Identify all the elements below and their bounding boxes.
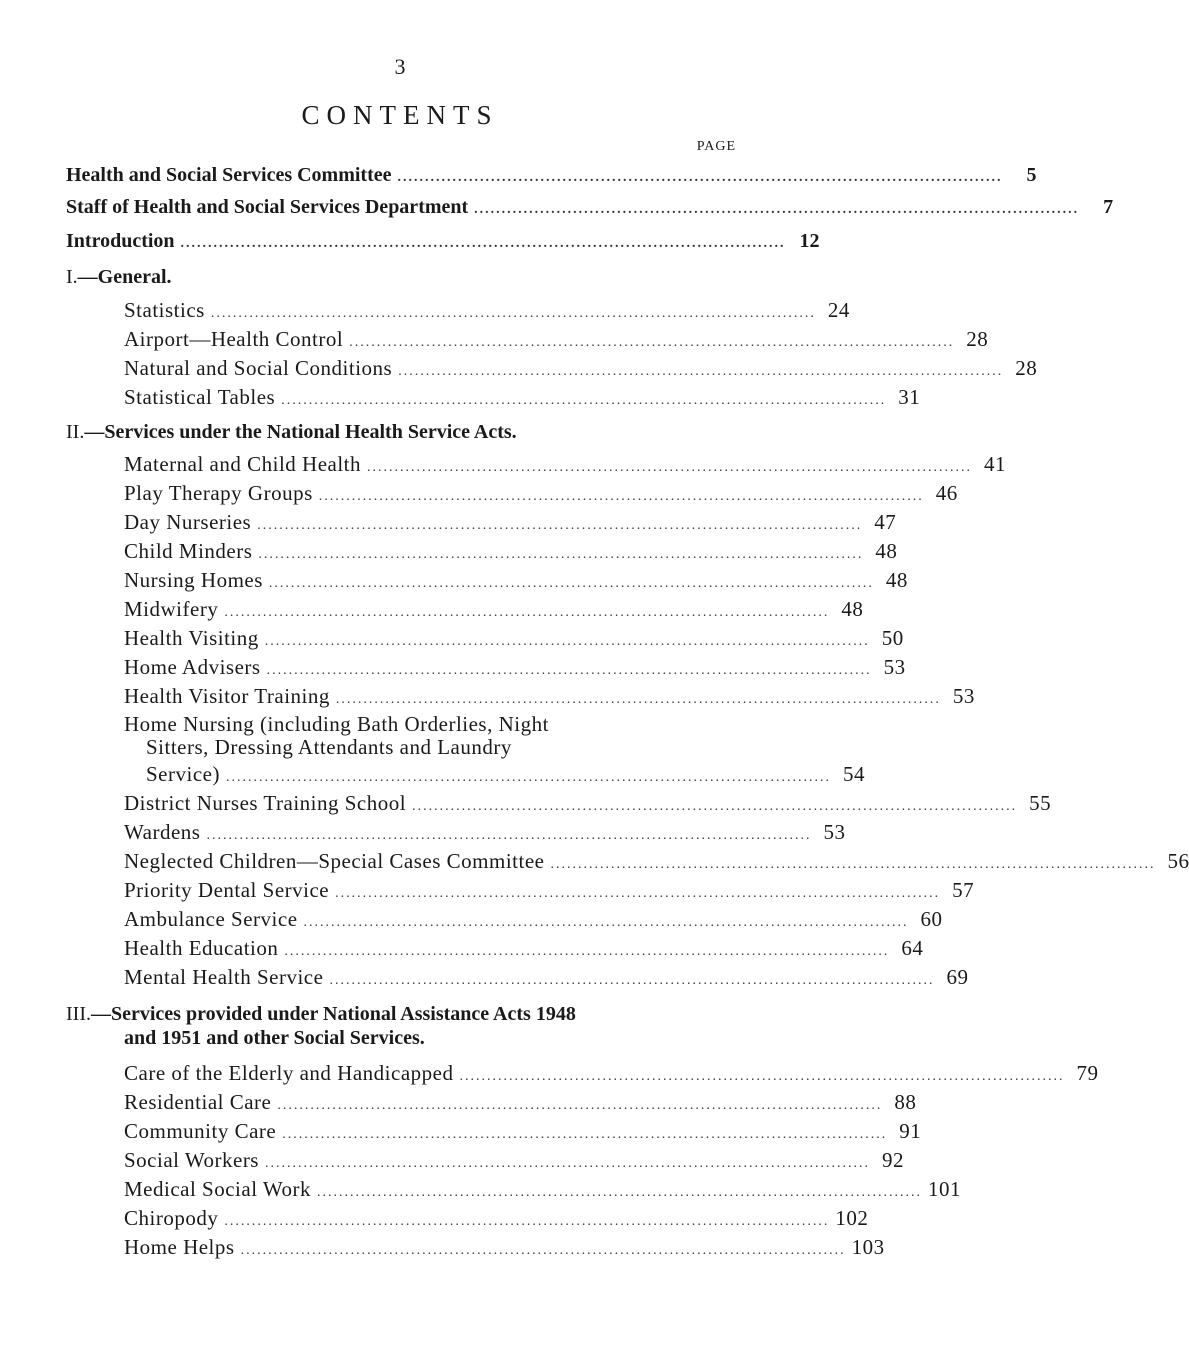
toc-entry-page: 88 (894, 1090, 917, 1114)
toc-entry (124, 356, 1038, 381)
toc-entry-label: Child Minders (124, 539, 253, 563)
toc-entry (124, 597, 864, 622)
dot-leader: .............................................................................................................. (550, 857, 1156, 872)
toc-entry-label: Mental Health Service (124, 965, 324, 989)
toc-entry-page: 55 (1029, 791, 1052, 815)
toc-entry-page: 101 (928, 1177, 962, 1201)
toc-entry-page: 48 (885, 568, 908, 592)
dot-leader: .............................................................................................................. (206, 828, 812, 843)
dot-leader: .............................................................................................................. (264, 634, 870, 649)
toc-entry-label: Day Nurseries (124, 510, 252, 534)
section-number: II. (66, 421, 85, 443)
dot-leader: .............................................................................................................. (397, 170, 1003, 185)
toc-entry-page: 69 (946, 965, 969, 989)
toc-entry-label: Nursing Homes (124, 568, 263, 592)
dot-leader: .............................................................................................................. (264, 1156, 870, 1171)
dot-leader: .............................................................................................................. (257, 518, 863, 533)
dot-leader: .............................................................................................................. (367, 460, 973, 475)
toc-entry (124, 327, 989, 352)
dot-leader: .............................................................................................................. (474, 202, 1080, 217)
toc-entry-label: Social Workers (124, 1148, 259, 1172)
toc-entry-label: Community Care (124, 1119, 277, 1143)
dot-leader: .............................................................................................................. (335, 692, 941, 707)
toc-entry (124, 568, 908, 593)
dot-leader: .............................................................................................................. (258, 547, 864, 562)
dot-leader: .............................................................................................................. (277, 1098, 883, 1113)
page-number: 3 (394, 54, 406, 79)
toc-entry-page: 5 (1026, 164, 1037, 186)
toc-entry (124, 684, 975, 709)
toc-entry (124, 385, 921, 410)
toc-entry-page: 41 (984, 452, 1007, 476)
toc-entry-page: 64 (901, 936, 924, 960)
toc-entry (124, 965, 969, 990)
section-heading-general (66, 266, 172, 289)
page-title: CONTENTS (301, 100, 499, 130)
toc-entry-page: 48 (875, 539, 898, 563)
toc-entry (124, 1148, 904, 1173)
toc-entry (124, 481, 958, 506)
toc-entry-committee (66, 164, 1037, 187)
toc-entry-label: Ambulance Service (124, 907, 298, 931)
toc-entry-label: Airport—Health Control (124, 327, 344, 351)
toc-entry (124, 1119, 922, 1144)
toc-entry (124, 907, 943, 932)
toc-entry-label: Natural and Social Conditions (124, 356, 393, 380)
toc-entry (124, 298, 850, 323)
toc-entry-page: 79 (1076, 1061, 1099, 1085)
toc-entry-label: Statistical Tables (124, 385, 276, 409)
toc-entry (124, 452, 1007, 477)
toc-entry (124, 849, 1189, 874)
toc-entry-page: 60 (920, 907, 943, 931)
dot-leader: .............................................................................................................. (210, 306, 816, 321)
toc-entry (124, 626, 904, 651)
toc-entry-label: Health Education (124, 936, 279, 960)
toc-entry-page: 46 (935, 481, 958, 505)
dot-leader: .............................................................................................................. (303, 915, 909, 930)
toc-entry-label: Chiropody (124, 1206, 219, 1230)
toc-entry (124, 510, 897, 535)
toc-entry-label: District Nurses Training School (124, 791, 407, 815)
dot-leader: .............................................................................................................. (268, 576, 874, 591)
toc-entry (124, 1090, 917, 1115)
toc-entry (124, 1206, 869, 1231)
toc-entry-label: Play Therapy Groups (124, 481, 313, 505)
toc-entry-page: 91 (899, 1119, 922, 1143)
toc-entry (124, 539, 898, 564)
toc-entry-label-line2: Sitters, Dressing Attendants and Laundry (146, 735, 512, 759)
toc-entry-home-nursing-last-line (146, 762, 865, 787)
dot-leader: .............................................................................................................. (282, 1127, 888, 1142)
toc-entry (124, 1235, 885, 1260)
toc-entry-page: 7 (1103, 196, 1114, 218)
toc-entry-label-line3: Service) (146, 762, 220, 786)
toc-entry-page: 92 (881, 1148, 904, 1172)
toc-entry-page: 48 (841, 597, 864, 621)
toc-entry-label: Neglected Children—Special Cases Committee (124, 849, 545, 873)
toc-entry-label: Wardens (124, 820, 201, 844)
toc-entry-page: 53 (952, 684, 975, 708)
dot-leader: .............................................................................................................. (459, 1069, 1065, 1084)
toc-entry-label: Health Visiting (124, 626, 259, 650)
toc-entry-label: Maternal and Child Health (124, 452, 362, 476)
toc-entry-page: 54 (842, 762, 865, 786)
toc-entry-label: Medical Social Work (124, 1177, 312, 1201)
section-heading-national-assistance (66, 1002, 576, 1050)
toc-entry (124, 1177, 962, 1202)
toc-entry (124, 791, 1052, 816)
dot-leader: .............................................................................................................. (335, 886, 941, 901)
toc-entry-page: 47 (874, 510, 897, 534)
toc-entry-label: Home Advisers (124, 655, 261, 679)
toc-entry-page: 102 (835, 1206, 869, 1230)
toc-entry (124, 878, 975, 903)
section-number: I. (66, 266, 78, 288)
toc-entry-label: Residential Care (124, 1090, 272, 1114)
toc-entry-home-nursing (124, 713, 738, 759)
dot-leader: .............................................................................................................. (266, 663, 872, 678)
dot-leader: .............................................................................................................. (224, 1214, 830, 1229)
section-heading-text: —Services provided under National Assistance Acts 1948 (90, 1003, 576, 1025)
toc-entry-page: 31 (898, 385, 921, 409)
toc-entry (124, 1061, 1099, 1086)
toc-entry-page: 50 (881, 626, 904, 650)
page-column-label: PAGE (696, 139, 736, 154)
toc-entry-page: 53 (883, 655, 906, 679)
toc-entry-label: Staff of Health and Social Services Department (66, 196, 469, 218)
toc-entry-label-line1: Home Nursing (including Bath Orderlies, Night (124, 712, 549, 736)
toc-entry-page: 12 (799, 230, 820, 252)
toc-entry-page: 28 (1015, 356, 1038, 380)
toc-entry (124, 820, 846, 845)
section-number: III. (66, 1003, 91, 1025)
toc-entry-label: Home Helps (124, 1235, 235, 1259)
dot-leader: .............................................................................................................. (240, 1243, 846, 1258)
section-heading-text: —Services under the National Health Service Acts. (84, 421, 517, 443)
toc-entry-staff (66, 196, 1114, 219)
toc-entry-label: Priority Dental Service (124, 878, 330, 902)
toc-entry (124, 936, 924, 961)
toc-entry-label: Introduction (66, 230, 175, 252)
toc-entry-label: Health and Social Services Committee (66, 164, 392, 186)
dot-leader: .............................................................................................................. (281, 393, 887, 408)
dot-leader: .............................................................................................................. (318, 489, 924, 504)
toc-entry-label: Care of the Elderly and Handicapped (124, 1061, 454, 1085)
toc-entry-page: 53 (823, 820, 846, 844)
dot-leader: .............................................................................................................. (398, 364, 1004, 379)
dot-leader: .............................................................................................................. (180, 236, 786, 251)
toc-entry-label: Health Visitor Training (124, 684, 330, 708)
toc-entry-page: 28 (966, 327, 989, 351)
toc-entry-page: 103 (851, 1235, 885, 1259)
section-heading-nhs (66, 421, 517, 444)
toc-entry (124, 655, 906, 680)
section-heading-text: —General. (77, 266, 172, 288)
dot-leader: .............................................................................................................. (224, 605, 830, 620)
dot-leader: .............................................................................................................. (329, 973, 935, 988)
toc-entry-label: Midwifery (124, 597, 219, 621)
toc-entry-label: Statistics (124, 298, 205, 322)
toc-entry-introduction (66, 230, 820, 253)
toc-entry-page: 24 (827, 298, 850, 322)
dot-leader: .............................................................................................................. (284, 944, 890, 959)
dot-leader: .............................................................................................................. (349, 335, 955, 350)
dot-leader: .............................................................................................................. (317, 1185, 923, 1200)
toc-entry-page: 56 (1167, 849, 1189, 873)
dot-leader: .............................................................................................................. (225, 770, 831, 785)
section-heading-line1 (66, 1002, 576, 1026)
toc-entry-page: 57 (952, 878, 975, 902)
dot-leader: .............................................................................................................. (412, 799, 1018, 814)
section-heading-line2: and 1951 and other Social Services. (124, 1027, 425, 1049)
